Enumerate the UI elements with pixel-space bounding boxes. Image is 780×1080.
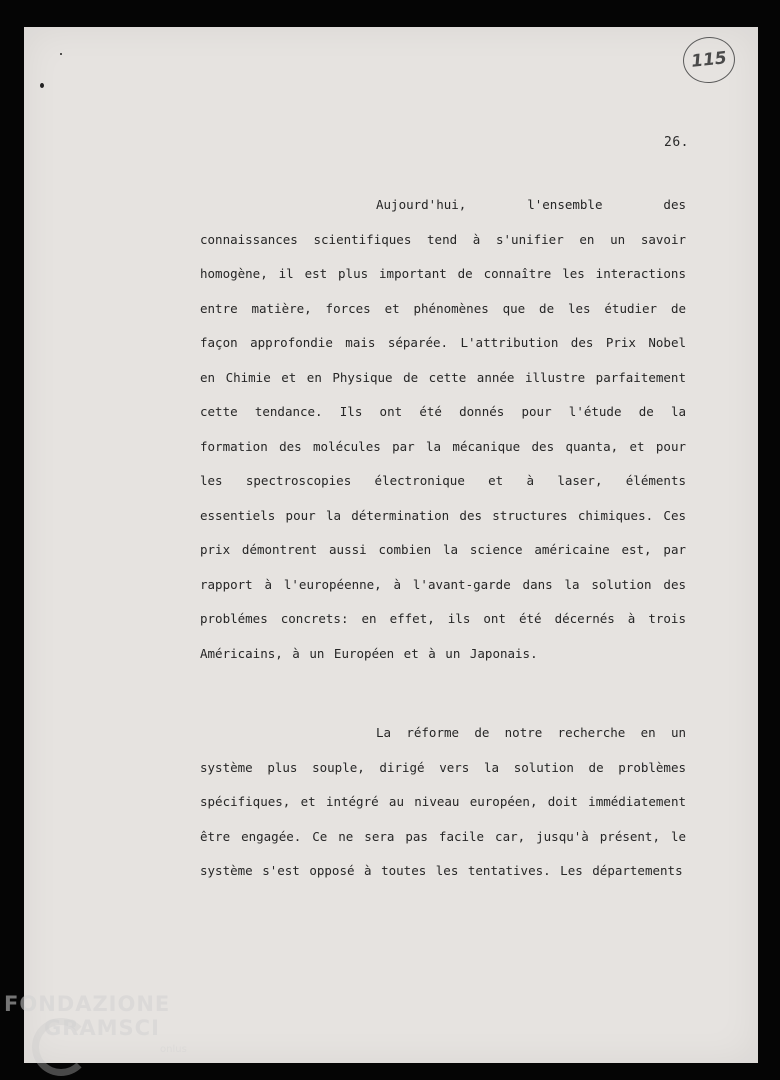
watermark-line1: FONDAZIONE xyxy=(4,992,171,1016)
ink-speck xyxy=(60,53,62,55)
watermark-line2: GRAMSCI xyxy=(44,1016,160,1040)
archive-number: 115 xyxy=(690,48,728,72)
paragraph xyxy=(200,716,686,889)
page-number: 26. xyxy=(664,135,689,150)
ink-speck xyxy=(40,83,44,88)
paragraph-text: Aujourd'hui, l'ensemble des connaissances scientifiques tend à s'unifier en un savoir homogène, il est plus important de connaître les interactions entre matière, forces et phénomènes que de les étudier de façon approfondie mais séparée. L'attribution des Prix Nobel en Chimie et en Physique de cette année illustre parfaitement cette tendance. Ils ont été donnés pour l'étude de la formation des molécules par la mécanique des quanta, et pour les spectroscopies électronique et à laser, éléments essentiels pour la détermination des structures chimiques. Ces prix démontrent aussi combien la science américaine est, par rapport à l'européenne, à l'avant-garde dans la solution des problémes concrets: en effet, ils ont été décernés à trois Américains, à un Européen et à un Japonais. xyxy=(200,197,686,661)
paragraph-text: La réforme de notre recherche en un système plus souple, dirigé vers la solution de problèmes spécifiques, et intégré au niveau européen, doit immédiatement être engagée. Ce ne sera pas facile car, jusqu'à présent, le système s'est opposé à toutes les tentatives. Les départements xyxy=(200,725,686,878)
paragraph xyxy=(200,188,686,671)
watermark-line3: onlus xyxy=(160,1044,187,1055)
